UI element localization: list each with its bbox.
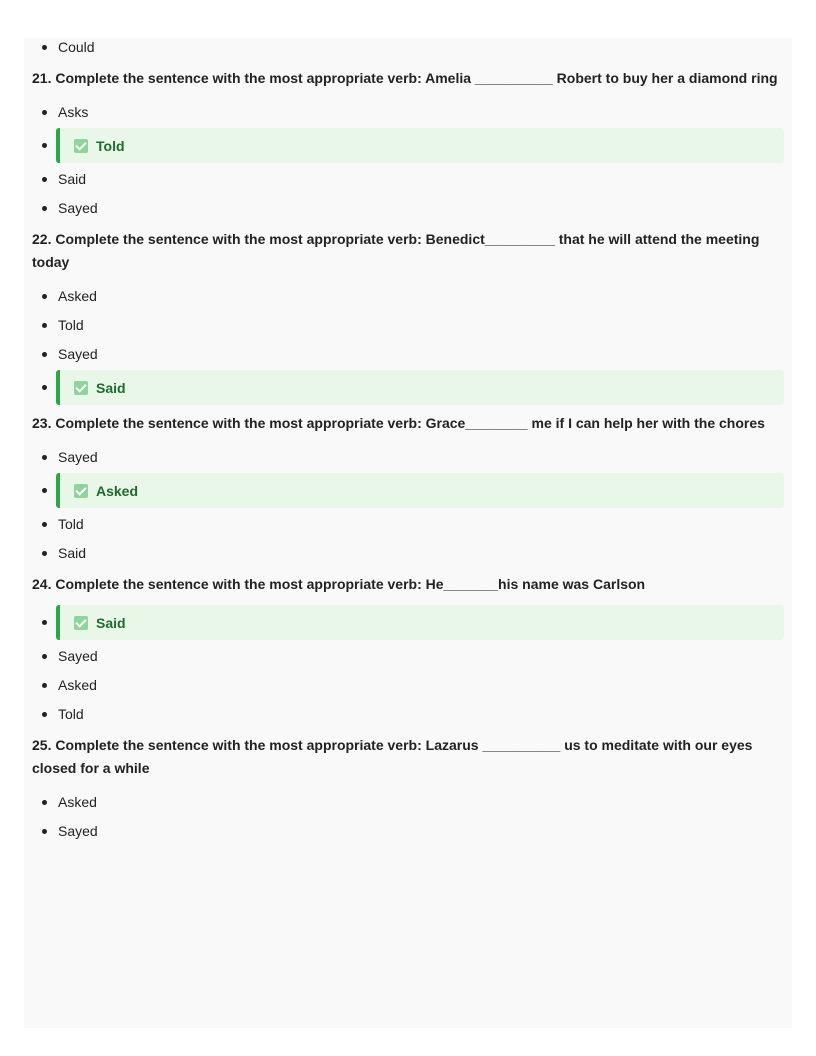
option-label: Could xyxy=(58,39,95,55)
question-24: 24. Complete the sentence with the most appropriate verb: He_______his name was Carlson xyxy=(32,576,646,592)
correct-option-label: Asked xyxy=(96,482,139,499)
option-label: Asks xyxy=(58,104,89,120)
option-label: Asked xyxy=(58,794,97,810)
quiz-content xyxy=(32,38,784,851)
option-item xyxy=(32,316,784,334)
option-label: Said xyxy=(58,545,87,561)
question-22-options xyxy=(32,287,784,405)
correct-answer-box xyxy=(56,473,784,508)
option-item xyxy=(32,287,784,305)
option-item xyxy=(32,448,784,466)
check-square-icon xyxy=(74,484,88,498)
check-square-icon xyxy=(74,616,88,630)
option-item xyxy=(32,199,784,217)
correct-option-item xyxy=(32,128,784,163)
option-label: Said xyxy=(58,171,87,187)
option-item xyxy=(32,544,784,562)
correct-option-label: Told xyxy=(96,137,125,154)
question-21: 21. Complete the sentence with the most appropriate verb: Amelia __________ Robert to buy her a diamond ring xyxy=(32,70,778,86)
question-25: 25. Complete the sentence with the most appropriate verb: Lazarus __________ us to meditate with our eyes closed for a while xyxy=(32,737,753,776)
option-label: Sayed xyxy=(58,200,98,216)
correct-option-label: Said xyxy=(96,614,126,631)
option-item xyxy=(32,103,784,121)
correct-answer-box xyxy=(56,370,784,405)
question-23-options xyxy=(32,448,784,562)
correct-option-label: Said xyxy=(96,379,126,396)
correct-option-item xyxy=(32,605,784,640)
option-item xyxy=(32,676,784,694)
correct-option-item xyxy=(32,370,784,405)
option-item xyxy=(32,515,784,533)
correct-answer-box xyxy=(56,128,784,163)
option-label: Told xyxy=(58,516,84,532)
option-label: Asked xyxy=(58,288,97,304)
option-item xyxy=(32,345,784,363)
option-item xyxy=(32,793,784,811)
check-square-icon xyxy=(74,139,88,153)
option-label: Sayed xyxy=(58,648,98,664)
option-item xyxy=(32,647,784,665)
option-label: Told xyxy=(58,706,84,722)
option-item xyxy=(32,822,784,840)
option-item xyxy=(32,705,784,723)
question-22: 22. Complete the sentence with the most appropriate verb: Benedict_________ that he will attend the meeting today xyxy=(32,231,760,270)
check-square-icon xyxy=(74,381,88,395)
option-label: Sayed xyxy=(58,823,98,839)
option-label: Told xyxy=(58,317,84,333)
carryover-options xyxy=(32,38,784,56)
correct-answer-box xyxy=(56,605,784,640)
option-label: Sayed xyxy=(58,346,98,362)
option-label: Sayed xyxy=(58,449,98,465)
option-item xyxy=(32,170,784,188)
question-21-options xyxy=(32,103,784,217)
question-25-options xyxy=(32,793,784,840)
correct-option-item xyxy=(32,473,784,508)
question-23: 23. Complete the sentence with the most appropriate verb: Grace________ me if I can help her with the chores xyxy=(32,415,765,431)
question-24-options xyxy=(32,605,784,723)
option-label: Asked xyxy=(58,677,97,693)
option-item xyxy=(32,38,784,56)
